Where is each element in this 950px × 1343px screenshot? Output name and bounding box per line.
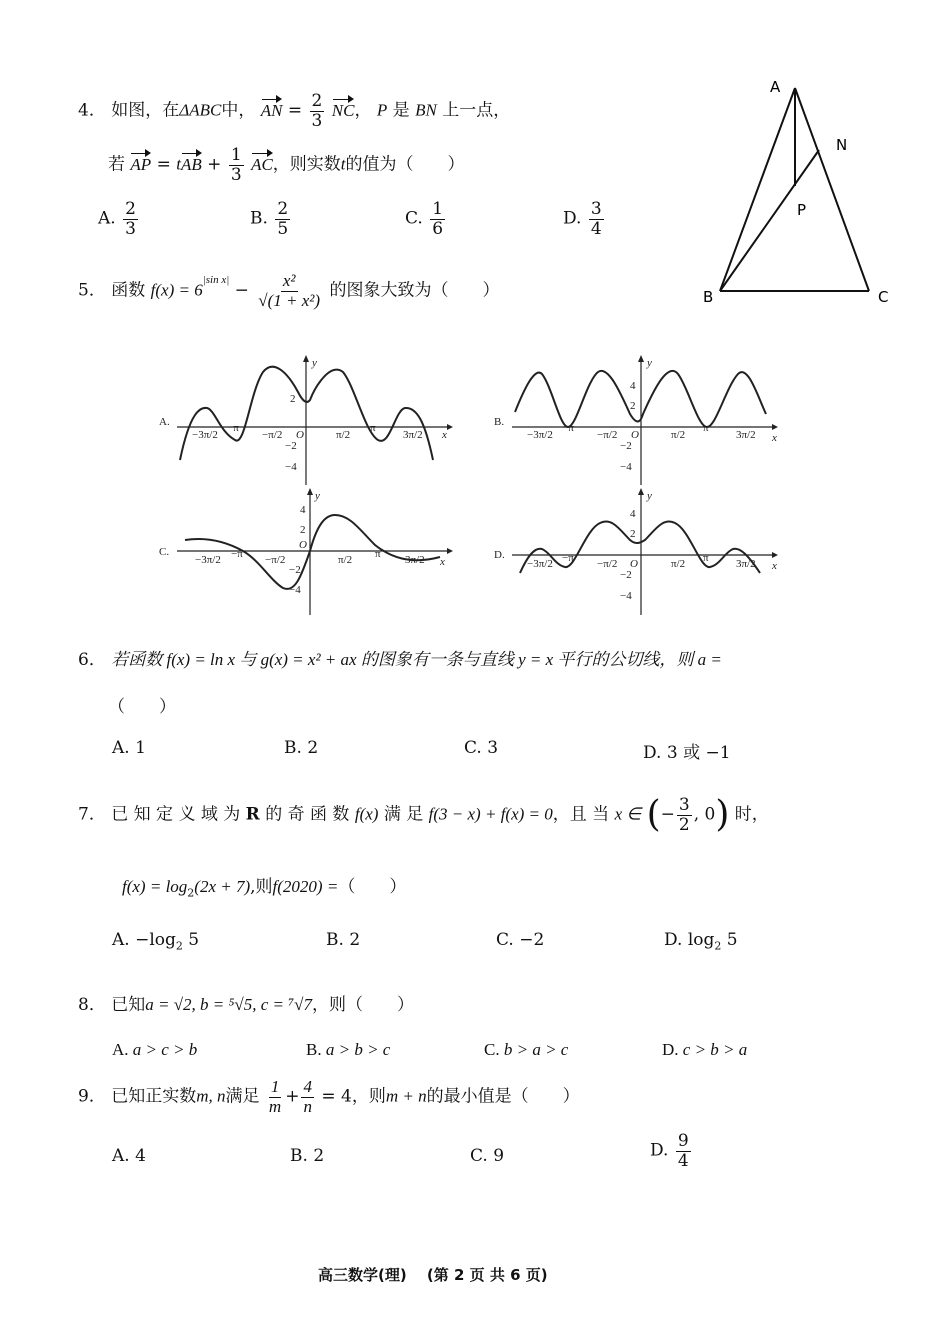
graph-d[interactable]	[490, 485, 790, 620]
y-tick: −4	[620, 461, 632, 473]
y-arrow	[303, 355, 309, 362]
minus: −	[660, 804, 675, 825]
graph-label: C.	[159, 546, 170, 558]
y-tick: −2	[620, 569, 632, 581]
q7-option-a[interactable]	[112, 930, 199, 952]
q7-number: 7．	[78, 804, 106, 825]
frac-denominator: m	[268, 1096, 282, 1116]
y-arrow	[307, 488, 313, 495]
q8-option-d[interactable]	[662, 1040, 747, 1060]
equals: =	[156, 154, 171, 175]
option-label: A.	[112, 738, 130, 758]
q9-text-d: 的最小值是（ ）	[426, 1086, 580, 1107]
frac-numerator: 2	[125, 199, 136, 219]
answer-paren: （ ）	[338, 877, 407, 897]
equals: =	[287, 100, 303, 121]
q9-option-c[interactable]	[470, 1146, 504, 1166]
x-label: x	[772, 432, 777, 444]
vector-AB: AB	[180, 154, 202, 174]
q7-text-a: 已 知 定 义 域 为	[111, 804, 241, 825]
frac-numerator: 1	[432, 199, 444, 219]
y-tick: −4	[289, 584, 301, 596]
option-label: B.	[290, 1146, 308, 1166]
q4-text-d: 是	[392, 100, 410, 121]
frac-denominator: 4	[590, 218, 602, 239]
log-base: 2	[187, 886, 195, 900]
option-frac	[275, 200, 290, 238]
option-label: B.	[284, 738, 302, 758]
option-label: A.	[112, 930, 130, 950]
q8-option-a[interactable]	[112, 1040, 197, 1060]
option-label: D.	[664, 930, 683, 950]
y-label: y	[647, 490, 652, 502]
var-t: t	[340, 154, 346, 174]
q4-option-a[interactable]	[98, 200, 140, 238]
q4-triangle-figure	[700, 74, 900, 314]
y-tick: 2	[630, 528, 636, 540]
frac-denominator: 5	[277, 218, 289, 239]
q7-text-d: ，且 当	[552, 804, 610, 825]
q6-option-d[interactable]	[643, 738, 731, 763]
q4-text-g: 的值为（ ）	[345, 154, 465, 175]
q7-frac	[677, 796, 692, 834]
vector-NC: NC	[331, 100, 355, 120]
frac-numerator: 4	[303, 1077, 312, 1096]
q7-equation: f(3 − x) + f(x) = 0	[428, 804, 553, 824]
q7-stem-line2	[122, 872, 406, 899]
x-tick: −π/2	[262, 429, 283, 441]
frac-numerator: x²	[282, 271, 296, 290]
x-tick: π	[370, 422, 376, 434]
q5-func: f(x) = 6	[150, 280, 203, 300]
q9-text-a: 已知正实数	[111, 1086, 197, 1107]
x-tick: −π	[562, 422, 574, 434]
q9-stem	[78, 1078, 580, 1116]
x-tick: −π	[562, 552, 574, 564]
q5-stem	[78, 272, 499, 310]
x-tick: 3π/2	[736, 558, 756, 570]
option-text: c > b > a	[682, 1040, 748, 1059]
plus: +	[285, 1086, 300, 1107]
option-label: B.	[250, 208, 268, 229]
option-label: D.	[662, 1040, 679, 1059]
x-tick: −3π/2	[195, 554, 221, 566]
origin-label: O	[630, 558, 638, 570]
option-text: 2	[307, 738, 319, 758]
curve-d	[520, 521, 760, 573]
equals-four: = 4	[321, 1086, 352, 1107]
vector-AC: AC	[251, 154, 273, 174]
q4-option-d[interactable]	[563, 200, 606, 238]
frac-denominator: 3	[230, 164, 242, 185]
q6-stem	[78, 645, 722, 670]
y-tick: 2	[630, 400, 636, 412]
y-arrow	[638, 355, 644, 362]
option-text: 2	[349, 930, 361, 950]
option-label: B.	[326, 930, 344, 950]
q8-option-b[interactable]	[306, 1040, 390, 1060]
q7-text-e: 时，	[734, 804, 769, 825]
option-tail: 5	[182, 930, 200, 950]
graph-a[interactable]	[155, 352, 455, 487]
x-label: x	[772, 560, 777, 572]
q6-paren: （ ）	[108, 697, 176, 717]
frac-denominator: 6	[432, 218, 444, 239]
y-tick: −4	[285, 461, 297, 473]
q9-number: 9．	[78, 1086, 106, 1107]
q4-stem-line1	[78, 92, 510, 130]
option-label: A.	[98, 208, 116, 229]
x-tick: −π	[231, 548, 243, 560]
graph-label: B.	[494, 416, 505, 428]
q9-option-b[interactable]	[290, 1146, 324, 1166]
q4-text-a: 如图，在	[111, 100, 180, 121]
y-tick: 4	[300, 504, 306, 516]
option-label: C.	[496, 930, 514, 950]
q9-text-b: 满足	[225, 1086, 260, 1107]
q5-text-a: 函数	[111, 280, 146, 301]
option-frac	[123, 200, 138, 238]
frac-numerator: 1	[270, 1077, 280, 1096]
x-tick: −3π/2	[192, 429, 218, 441]
option-text: −2	[519, 930, 545, 950]
y-label: y	[315, 490, 320, 502]
x-tick: π	[703, 552, 709, 564]
x-tick: −3π/2	[527, 429, 553, 441]
side-AC	[795, 88, 869, 291]
q7-stem-line1	[78, 796, 769, 834]
q7-option-b[interactable]	[326, 930, 360, 950]
y-tick: −4	[620, 590, 632, 602]
option-text: 1	[135, 738, 146, 758]
page-footer: 高三数学(理) (第 2 页 共 6 页)	[318, 1266, 548, 1284]
x-tick: π	[375, 548, 381, 560]
q5-text-b: 的图象大致为（ ）	[329, 280, 500, 301]
frac-numerator: 1	[230, 145, 242, 165]
left-paren: (	[646, 794, 661, 836]
option-text: 3 或 −1	[666, 743, 731, 763]
frac-numerator: 3	[678, 795, 690, 815]
q4-text-e: 上一点，	[442, 100, 511, 121]
option-frac	[430, 200, 445, 238]
x-tick: −3π/2	[527, 558, 553, 570]
x-label: x	[440, 556, 445, 568]
q4-stem-line2	[108, 146, 465, 184]
option-text: 2	[313, 1146, 325, 1166]
frac-denominator: 3	[125, 218, 136, 239]
option-label: A.	[112, 1146, 130, 1166]
option-text: 9	[493, 1146, 505, 1166]
q7-text-b: 的 奇 函 数	[265, 804, 350, 825]
q9-mn: m, n	[196, 1086, 226, 1106]
option-label: C.	[470, 1146, 488, 1166]
frac-numerator: 9	[677, 1131, 689, 1151]
q9-mpn: m + n	[385, 1086, 427, 1106]
frac-numerator: 2	[277, 199, 289, 219]
x-tick: 3π/2	[405, 554, 425, 566]
q8-expression: a = √2, b = ⁵√5, c = ⁷√7	[145, 995, 313, 1014]
q9-text-c: ，则	[351, 1086, 386, 1107]
var-t: t	[176, 154, 181, 174]
graph-label: D.	[494, 549, 505, 561]
x-tick: π	[703, 422, 709, 434]
frac-denominator: n	[303, 1096, 312, 1116]
option-label: D.	[643, 743, 662, 763]
q8-option-c[interactable]	[484, 1040, 568, 1060]
option-text: a > b > c	[325, 1040, 391, 1059]
q9-option-d[interactable]	[650, 1132, 693, 1170]
x-tick: −π/2	[597, 429, 618, 441]
option-label: A.	[112, 1040, 129, 1059]
origin-label: O	[299, 539, 307, 551]
option-text: 3	[487, 738, 499, 758]
segment-BN-line	[720, 150, 819, 291]
q7-option-c[interactable]	[496, 930, 544, 950]
q9-frac2	[301, 1078, 314, 1116]
x-tick: 3π/2	[736, 429, 756, 441]
q6-option-a[interactable]	[112, 738, 146, 758]
q8-number: 8．	[78, 995, 106, 1015]
y-arrow	[638, 488, 644, 495]
x-arrow	[447, 548, 453, 554]
origin-label: O	[296, 429, 304, 441]
vector-AN: AN	[260, 100, 283, 120]
q8-text-a: 已知	[111, 995, 146, 1015]
option-text: a > c > b	[132, 1040, 198, 1059]
q7-text-then: ,则	[250, 877, 273, 897]
frac-denominator: 2	[678, 814, 690, 835]
q5-exponent: |sin x|	[202, 274, 230, 287]
x-label: x	[442, 429, 447, 441]
label-P: P	[797, 201, 807, 219]
q9-frac1	[267, 1078, 283, 1116]
q6-text: 若函数 f(x) = ln x 与 g(x) = x² + ax 的图象有一条与直线 y = x 平行的公切线，则 a =	[111, 650, 722, 669]
y-tick: 2	[290, 393, 296, 405]
x-tick: π/2	[338, 554, 353, 566]
x-arrow	[772, 552, 778, 558]
q4-text-f: ，则实数	[272, 154, 341, 175]
x-arrow	[447, 424, 453, 430]
q4-option-c[interactable]	[405, 200, 447, 238]
option-label: D.	[650, 1140, 669, 1161]
q7-xin: x ∈	[614, 804, 642, 824]
q9-option-a[interactable]	[112, 1146, 146, 1166]
vector-AP: AP	[130, 154, 152, 174]
option-frac	[589, 200, 604, 238]
x-tick: −π/2	[265, 554, 286, 566]
graph-b[interactable]	[490, 352, 790, 487]
frac-denominator: 4	[677, 1150, 689, 1171]
frac-numerator: 2	[311, 91, 323, 111]
q7-text-c: 满 足	[383, 804, 424, 825]
q4-triangle: ΔABC	[179, 100, 222, 120]
q4-option-b[interactable]	[250, 200, 292, 238]
y-label: y	[312, 357, 317, 369]
option-label: D.	[563, 208, 582, 229]
q6-number: 6．	[78, 650, 106, 670]
x-tick: π/2	[336, 429, 351, 441]
y-tick: −2	[620, 440, 632, 452]
log-base: 2	[714, 939, 722, 953]
q5-frac	[256, 272, 322, 310]
option-tail: 5	[721, 930, 738, 950]
option-label: B.	[306, 1040, 322, 1059]
x-tick: −π	[227, 422, 239, 434]
graph-c[interactable]	[155, 485, 455, 620]
label-A: A	[770, 78, 781, 96]
q7-log: f(x) = log	[122, 877, 188, 896]
curve-c	[185, 515, 440, 589]
q4-text-b: 中，	[221, 100, 256, 121]
q4-ruo: 若	[108, 154, 125, 175]
minus: −	[234, 280, 249, 301]
label-B: B	[703, 288, 714, 306]
y-tick: −2	[285, 440, 297, 452]
option-label: C.	[464, 738, 482, 758]
q8-text-b: ，则（ ）	[312, 995, 415, 1015]
q6-option-b[interactable]	[284, 738, 318, 758]
plus: +	[207, 154, 222, 175]
x-tick: 3π/2	[403, 429, 423, 441]
option-label: C.	[484, 1040, 500, 1059]
segment-BN: BN	[415, 100, 437, 120]
q7-f2020: f(2020) =	[272, 877, 339, 896]
graph-label: A.	[159, 416, 170, 428]
x-arrow	[772, 424, 778, 430]
y-tick: −2	[289, 564, 301, 576]
y-tick: 4	[630, 508, 636, 520]
frac-denominator: √(1 + x²)	[258, 290, 321, 310]
x-tick: π/2	[671, 429, 686, 441]
option-text: 4	[135, 1146, 146, 1166]
origin-label: O	[631, 429, 639, 441]
y-tick: 4	[630, 380, 636, 392]
q5-number: 5．	[78, 280, 106, 301]
right-paren: )	[715, 794, 730, 836]
frac-denominator: 3	[311, 110, 323, 131]
frac-numerator: 3	[590, 199, 602, 219]
q4-text-c: ，	[354, 100, 372, 121]
q7-option-d[interactable]	[664, 930, 738, 952]
x-tick: π/2	[671, 558, 686, 570]
y-tick: 2	[300, 524, 306, 536]
option-text: −log	[135, 930, 176, 950]
q7-fx: f(x)	[354, 804, 379, 824]
q7-log-arg: (2x + 7)	[194, 877, 251, 896]
option-text: b > a > c	[503, 1040, 569, 1059]
set-R: R	[245, 804, 260, 825]
q4-frac2	[229, 146, 244, 184]
q6-option-c[interactable]	[464, 738, 498, 758]
label-C: C	[878, 288, 889, 306]
point-P: P	[376, 100, 388, 120]
log-base: 2	[175, 939, 183, 953]
x-tick: −π/2	[597, 558, 618, 570]
label-N: N	[836, 136, 848, 154]
q4-number: 4．	[78, 100, 106, 121]
interval-end: , 0	[693, 804, 716, 825]
option-frac	[676, 1132, 691, 1170]
option-label: C.	[405, 208, 423, 229]
side-AB	[720, 88, 795, 291]
q4-frac	[310, 92, 325, 130]
q8-stem	[78, 990, 414, 1015]
option-text: log	[687, 930, 715, 950]
y-label: y	[647, 357, 652, 369]
